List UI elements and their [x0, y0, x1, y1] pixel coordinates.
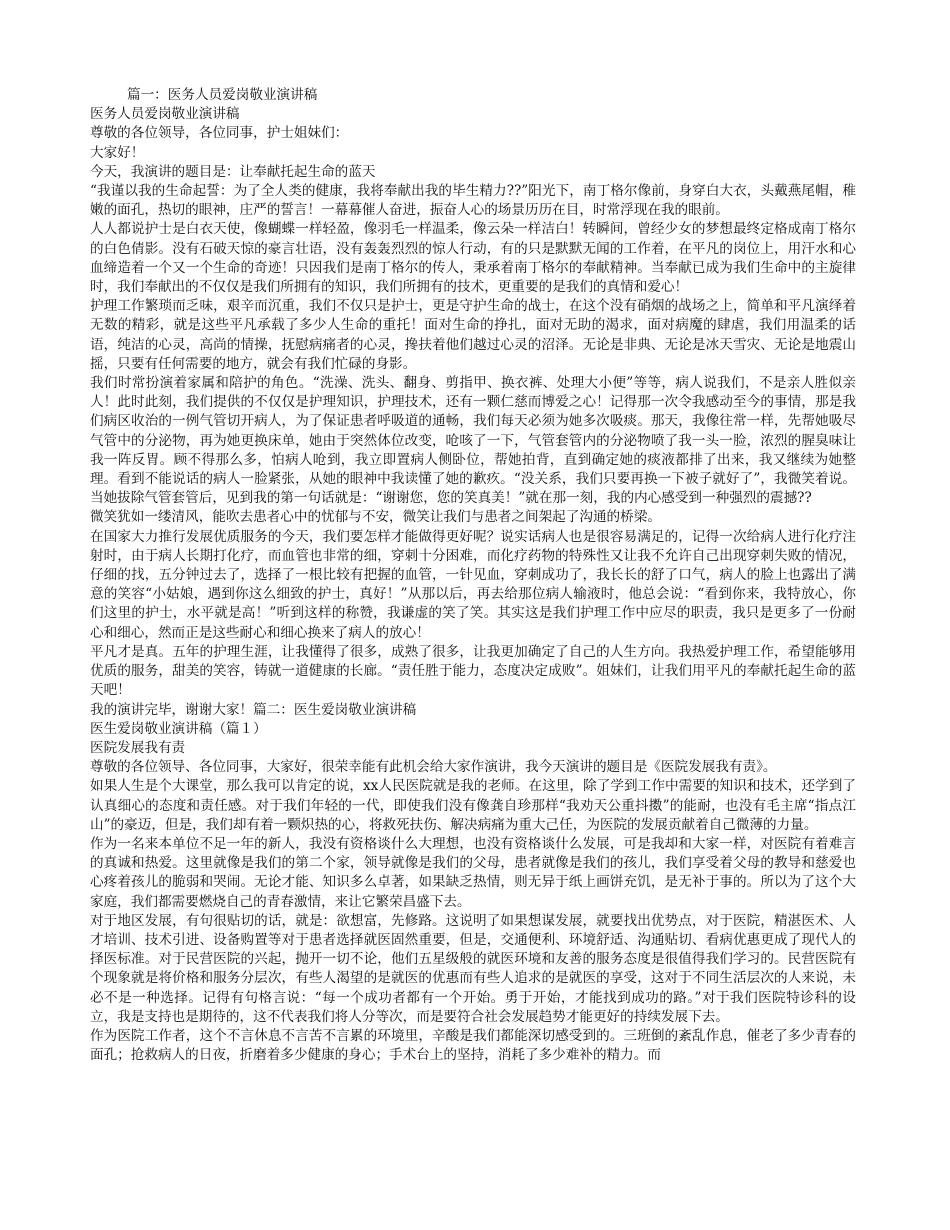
paragraph: 在国家大力推行发展优质服务的今天，我们要怎样才能做得更好呢？说实话病人也是很容易满足的，记得一次给病人进行化疗注射时，由于病人长期打化疗，而血管也非常的细，穿刺十分困难，而化疗药物的特殊性又让我不允许自己出现穿刺失败的情况，仔细的找，五分钟过去了，选择了一根比较有把握的血管，一针见血，穿刺成功了，我长长的舒了口气，病人的脸上也露出了满意的笑容“小姑娘，遇到你这么细致的护士，真好！”从那以后，再去给那位病人输液时，他总会说：“看到你来，我特放心，你们这里的护士，水平就是高！”听到这样的称赞，我谦虚的笑了笑。其实这是我们护理工作中应尽的职责，我只是更多了一份耐心和细心，然而正是这些耐心和细心换来了病人的放心！ — [90, 528, 856, 641]
paragraph: 医院发展我有责 — [90, 739, 186, 756]
paragraph: 护理工作繁琐而乏味，艰辛而沉重，我们不仅只是护士，更是守护生命的战士，在这个没有硝烟的战场之上，简单和平凡演绎着无数的精彩，就是这些平凡承载了多少人生命的重托！面对生命的挣扎，面对无助的渴求，面对病魔的肆虐，我们用温柔的话语，纯洁的心灵，高尚的情操，抚慰病痛者的心灵，搀扶着他们越过心灵的沼泽。无论是非典、无论是冰天雪灾、无论是地震山摇，只要有任何需要的地方，就会有我们忙碌的身影。 — [90, 298, 856, 372]
document-title: 篇一：医务人员爱岗敬业演讲稿 — [127, 87, 318, 103]
paragraph: 我的演讲完毕，谢谢大家！篇二：医生爱岗敬业演讲稿 — [90, 701, 417, 718]
paragraph: “我谨以我的生命起誓：为了全人类的健康，我将奉献出我的毕生精力??”阳光下，南丁格尔像前，身穿白大衣，头戴燕尾帽，稚嫩的面孔，热切的眼神，庄严的誓言！一幕幕催人奋进，振奋人心的场景历历在目，时常浮现在我的眼前。 — [90, 183, 856, 219]
paragraph: 尊敬的各位领导，各位同事，护士姐妹们： — [90, 125, 349, 142]
paragraph: 对于地区发展，有句很贴切的话，就是：欲想富，先修路。这说明了如果想谋发展，就要找出优势点，对于医院，精湛医术、人才培训、技术引进、设备购置等对于患者选择就医固然重要，但是，交通便利、环境舒适、沟通贴切、看病优惠更成了现代人的择医标准。对于民营医院的兴起，抛开一切不论，他们五星级般的就医环境和友善的服务态度是很值得我们学习的。民营医院有个现象就是将价格和服务分层次，有些人渴望的是就医的优惠而有些人追求的是就医的享受，这对于不同生活层次的人来说，未必不是一种选择。记得有句格言说：“每一个成功者都有一个开始。勇于开始，才能找到成功的路。”对于我们医院特诊科的设立，我是支持也是期待的，这不代表我们将人分等次，而是要符合社会发展趋势才能更好的持续发展下去。 — [90, 912, 856, 1025]
paragraph: 我们时常扮演着家属和陪护的角色。“洗澡、洗头、翻身、剪指甲、换衣裤、处理大小便”等等，病人说我们，不是亲人胜似亲人！此时此刻，我们提供的不仅仅是护理知识，护理技术，还有一颗仁慈而博爱之心！记得那一次令我感动至今的事情，那是我们病区收治的一例气管切开病人，为了保证患者呼吸道的通畅，我们每天必须为她多次吸痰。那天，我像往常一样，先帮她吸尽气管中的分泌物，再为她更换床单，她由于突然体位改变，呛咳了一下，气管套管内的分泌物喷了我一头一脸，浓烈的腥臭味让我一阵反胃。顾不得那么多，怕病人呛到，我立即置病人侧卧位，帮她拍背，直到确定她的痰液都排了出来，我又继续为她整理。看到不能说话的病人一脸紧张，从她的眼神中我读懂了她的歉疚。“没关系，我们只要再换一下被子就好了”，我微笑着说。当她拔除气管套管后，见到我的第一句话就是：“谢谢您，您的笑真美！”就在那一刻，我的内心感受到一种强烈的震撼?? — [90, 375, 856, 507]
paragraph: 大家好！ — [90, 144, 145, 161]
document-page — [90, 86, 856, 1065]
paragraph: 如果人生是个大课堂，那么我可以肯定的说，xx人民医院就是我的老师。在这里，除了学到工作中需要的知识和技术，还学到了认真细心的态度和责任感。对于我们年轻的一代，即使我们没有像龚自珍那样“我劝天公重抖擞”的能耐，也没有毛主席“指点江山”的豪迈，但是，我们却有着一颗炽热的心，将救死扶伤、解决病痛为重大己任，为医院的发展贡献着自己微薄的力量。 — [90, 778, 856, 833]
paragraph: 平凡才是真。五年的护理生涯，让我懂得了很多，成熟了很多，让我更加确定了自己的人生方向。我热爱护理工作，希望能够用优质的服务，甜美的笑容，铸就一道健康的长廊。“责任胜于能力，态度决定成败”。姐妹们，让我们用平凡的奉献托起生命的蓝天吧！ — [90, 643, 856, 699]
paragraph: 作为医院工作者，这个不言休息不言苦不言累的环境里，辛酸是我们都能深切感受到的。三班倒的紊乱作息，催老了多少青春的面孔；抢救病人的日夜，折磨着多少健康的身心；手术台上的坚持，消耗了多少难补的精力。而 — [90, 1027, 856, 1064]
paragraph: 医务人员爱岗敬业演讲稿 — [90, 106, 240, 123]
paragraph: 尊敬的各位领导、各位同事，大家好，很荣幸能有此机会给大家作演讲，我今天演讲的题目是《医院发展我有责》。 — [90, 759, 777, 776]
paragraph: 今天，我演讲的题目是：让奉献托起生命的蓝天 — [90, 163, 376, 180]
paragraph: 医生爱岗敬业演讲稿（篇１） — [90, 720, 267, 737]
paragraph: 人人都说护士是白衣天使，像蝴蝶一样轻盈，像羽毛一样温柔，像云朵一样洁白！转瞬间，曾经少女的梦想最终定格成南丁格尔的白色倩影。没有石破天惊的豪言壮语，没有轰轰烈烈的惊人行动，有的只是默默无闻的工作着，在平凡的岗位上，用汗水和心血缔造着一个又一个生命的奇迹！只因我们是南丁格尔的传人，秉承着南丁格尔的奉献精神。当奉献已成为我们生命中的主旋律时，我们奉献出的不仅仅是我们所拥有的知识，我们所拥有的技术，更重要的是我们的真情和爱心！ — [90, 221, 856, 296]
paragraph: 作为一名来本单位不足一年的新人，我没有资格谈什么大理想，也没有资格谈什么发展，可是我却和大家一样，对医院有着难言的真诚和热爱。这里就像是我们的第二个家，领导就像是我们的父母，患者就像是我们的孩儿，我们享受着父母的教导和慈爱也心疼着孩儿的脆弱和哭闹。无论才能、知识多么卓著，如果缺乏热情，则无异于纸上画饼充饥，是无补于事的。所以为了这个大家庭，我们都需要燃烧自己的青春激情，来让它繁荣昌盛下去。 — [90, 835, 856, 910]
paragraph: 微笑犹如一缕清风，能吹去患者心中的忧郁与不安，微笑让我们与患者之间架起了沟通的桥梁。 — [90, 509, 661, 526]
